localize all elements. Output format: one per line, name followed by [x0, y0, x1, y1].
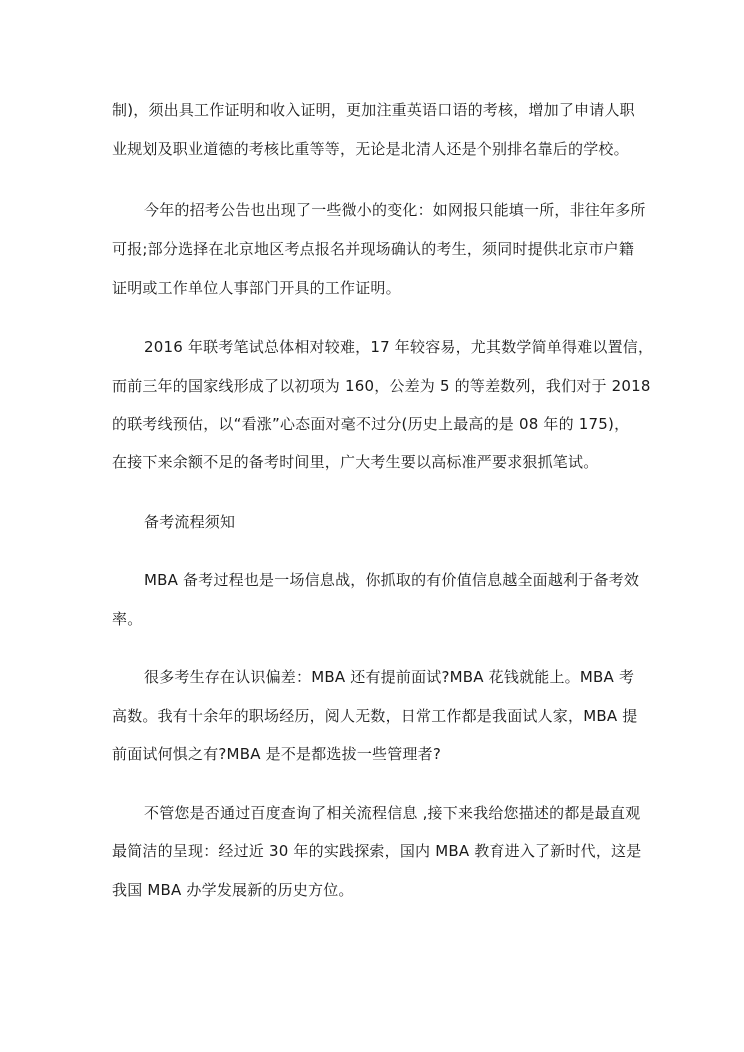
paragraph-5-line-1: MBA 备考过程也是一场信息战，你抓取的有价值信息越全面越利于备考效 [144, 571, 640, 589]
paragraph-1-line-2: 业规划及职业道德的考核比重等等，无论是北清人还是个别排名靠后的学校。 [112, 140, 629, 158]
paragraph-3-line-4: 在接下来余额不足的备考时间里，广大考生要以高标准严要求狠抓笔试。 [112, 453, 599, 471]
paragraph-2-line-1: 今年的招考公告也出现了一些微小的变化：如网报只能填一所，非往年多所 [144, 201, 646, 219]
paragraph-6-line-1: 很多考生存在认识偏差：MBA 还有提前面试?MBA 花钱就能上。MBA 考 [144, 668, 635, 686]
section-heading: 备考流程须知 [144, 513, 236, 531]
paragraph-3-line-3: 的联考线预估，以“看涨”心态面对毫不过分(历史上最高的是 08 年的 175)， [112, 415, 630, 433]
paragraph-7-line-1: 不管您是否通过百度查询了相关流程信息 ,接下来我给您描述的都是最直观 [144, 804, 641, 822]
paragraph-3-line-2: 而前三年的国家线形成了以初项为 160，公差为 5 的等差数列，我们对于 2018 [112, 377, 651, 395]
paragraph-7-line-2: 最简洁的呈现：经过近 30 年的实践探索，国内 MBA 教育进入了新时代，这是 [112, 842, 642, 860]
paragraph-2-line-3: 证明或工作单位人事部门开具的工作证明。 [112, 279, 401, 297]
paragraph-6-line-2: 高数。我有十余年的职场经历，阅人无数，日常工作都是我面试人家，MBA 提 [112, 707, 638, 725]
paragraph-7-line-3: 我国 MBA 办学发展新的历史方位。 [112, 881, 354, 899]
paragraph-5-line-2: 率。 [112, 610, 143, 628]
paragraph-2-line-2: 可报;部分选择在北京地区考点报名并现场确认的考生，须同时提供北京市户籍 [112, 240, 635, 258]
paragraph-1-line-1: 制)，须出具工作证明和收入证明，更加注重英语口语的考核，增加了申请人职 [112, 101, 635, 119]
paragraph-6-line-3: 前面试何惧之有?MBA 是不是都选拔一些管理者? [112, 745, 441, 763]
paragraph-3-line-1: 2016 年联考笔试总体相对较难，17 年较容易，尤其数学简单得难以置信， [144, 338, 654, 356]
